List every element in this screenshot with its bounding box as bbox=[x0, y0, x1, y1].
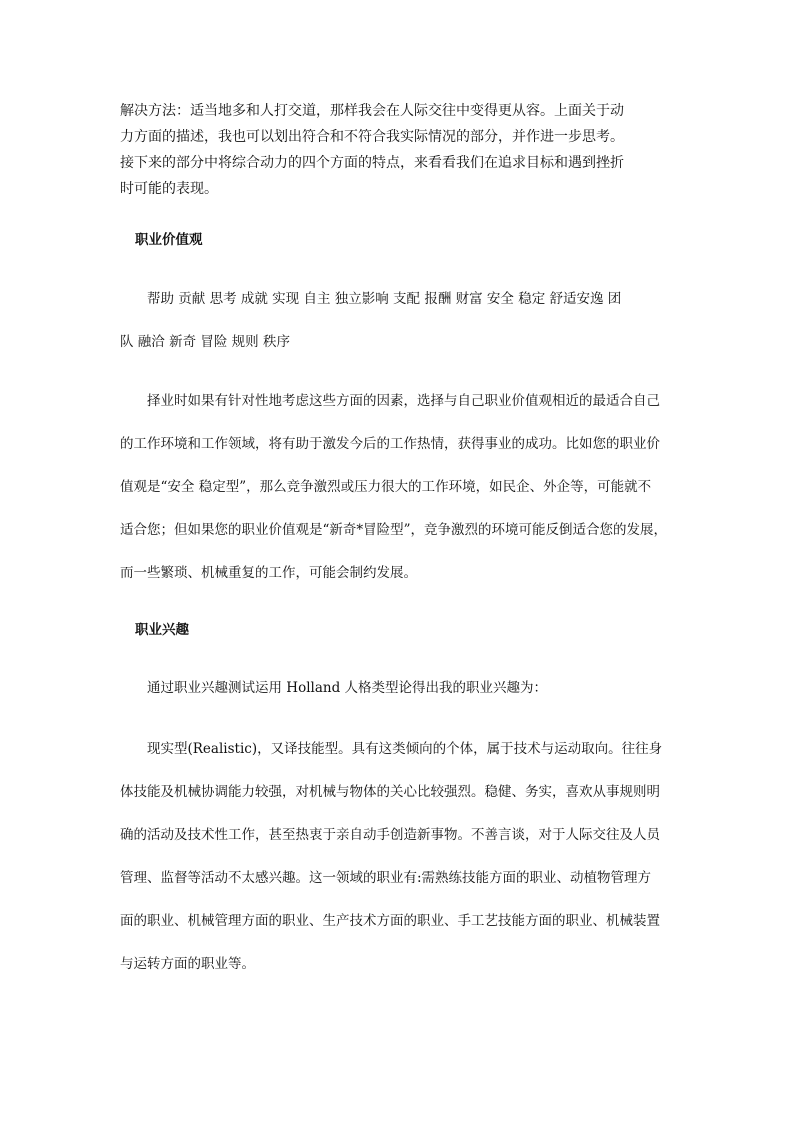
values-list bbox=[120, 278, 676, 364]
paragraph-line: 适合您；但如果您的职业价值观是“新奇*冒险型”，竞争激烈的环境可能反倒适合您的发展， bbox=[120, 522, 668, 538]
paragraph-line: 体技能及机械协调能力较强，对机械与物体的关心比较强烈。稳健、务实，喜欢从事规则明 bbox=[120, 784, 660, 800]
values-list-line: 帮助 贡献 思考 成就 实现 自主 独立影响 支配 报酬 财富 安全 稳定 舒适安逸 团 bbox=[147, 291, 622, 307]
paragraph-line: 现实型(Realistic)，又译技能型。具有这类倾向的个体，属于技术与运动取向。往往身 bbox=[147, 741, 663, 757]
interest-intro-line: 通过职业兴趣测试运用 Holland 人格类型论得出我的职业兴趣为： bbox=[147, 680, 548, 696]
paragraph-line: 值观是“安全 稳定型”，那么竞争激烈或压力很大的工作环境，如民企、外企等，可能就不 bbox=[120, 479, 652, 495]
intro-line: 力方面的描述，我也可以划出符合和不符合我实际情况的部分，并作进一步思考。 bbox=[120, 129, 624, 145]
paragraph-line: 面的职业、机械管理方面的职业、生产技术方面的职业、手工艺技能方面的职业、机械装置 bbox=[120, 913, 660, 929]
paragraph-line: 确的活动及技术性工作，甚至热衷于亲自动手创造新事物。不善言谈，对于人际交往及人员 bbox=[120, 827, 660, 843]
paragraph-line: 择业时如果有针对性地考虑这些方面的因素，选择与自己职业价值观相近的最适合自己 bbox=[147, 393, 660, 409]
intro-paragraph bbox=[120, 98, 680, 202]
values-heading: 职业价值观 bbox=[135, 232, 203, 248]
intro-line: 解决方法：适当地多和人打交道，那样我会在人际交往中变得更从容。上面关于动 bbox=[120, 103, 624, 119]
paragraph-line: 管理、监督等活动不太感兴趣。这一领域的职业有:需熟练技能方面的职业、动植物管理方 bbox=[120, 870, 652, 886]
paragraph-line: 的工作环境和工作领域，将有助于激发今后的工作热情，获得事业的成功。比如您的职业价 bbox=[120, 436, 660, 452]
interest-heading: 职业兴趣 bbox=[135, 622, 189, 638]
intro-line: 接下来的部分中将综合动力的四个方面的特点，来看看我们在追求目标和遇到挫折 bbox=[120, 155, 624, 171]
intro-line: 时可能的表现。 bbox=[120, 181, 218, 197]
values-list-line: 队 融洽 新奇 冒险 规则 秩序 bbox=[120, 334, 290, 350]
interest-intro bbox=[120, 667, 676, 710]
paragraph-line: 而一些繁琐、机械重复的工作，可能会制约发展。 bbox=[120, 565, 417, 581]
values-paragraph bbox=[120, 380, 676, 595]
interest-paragraph bbox=[120, 728, 676, 986]
paragraph-line: 与运转方面的职业等。 bbox=[120, 956, 255, 972]
